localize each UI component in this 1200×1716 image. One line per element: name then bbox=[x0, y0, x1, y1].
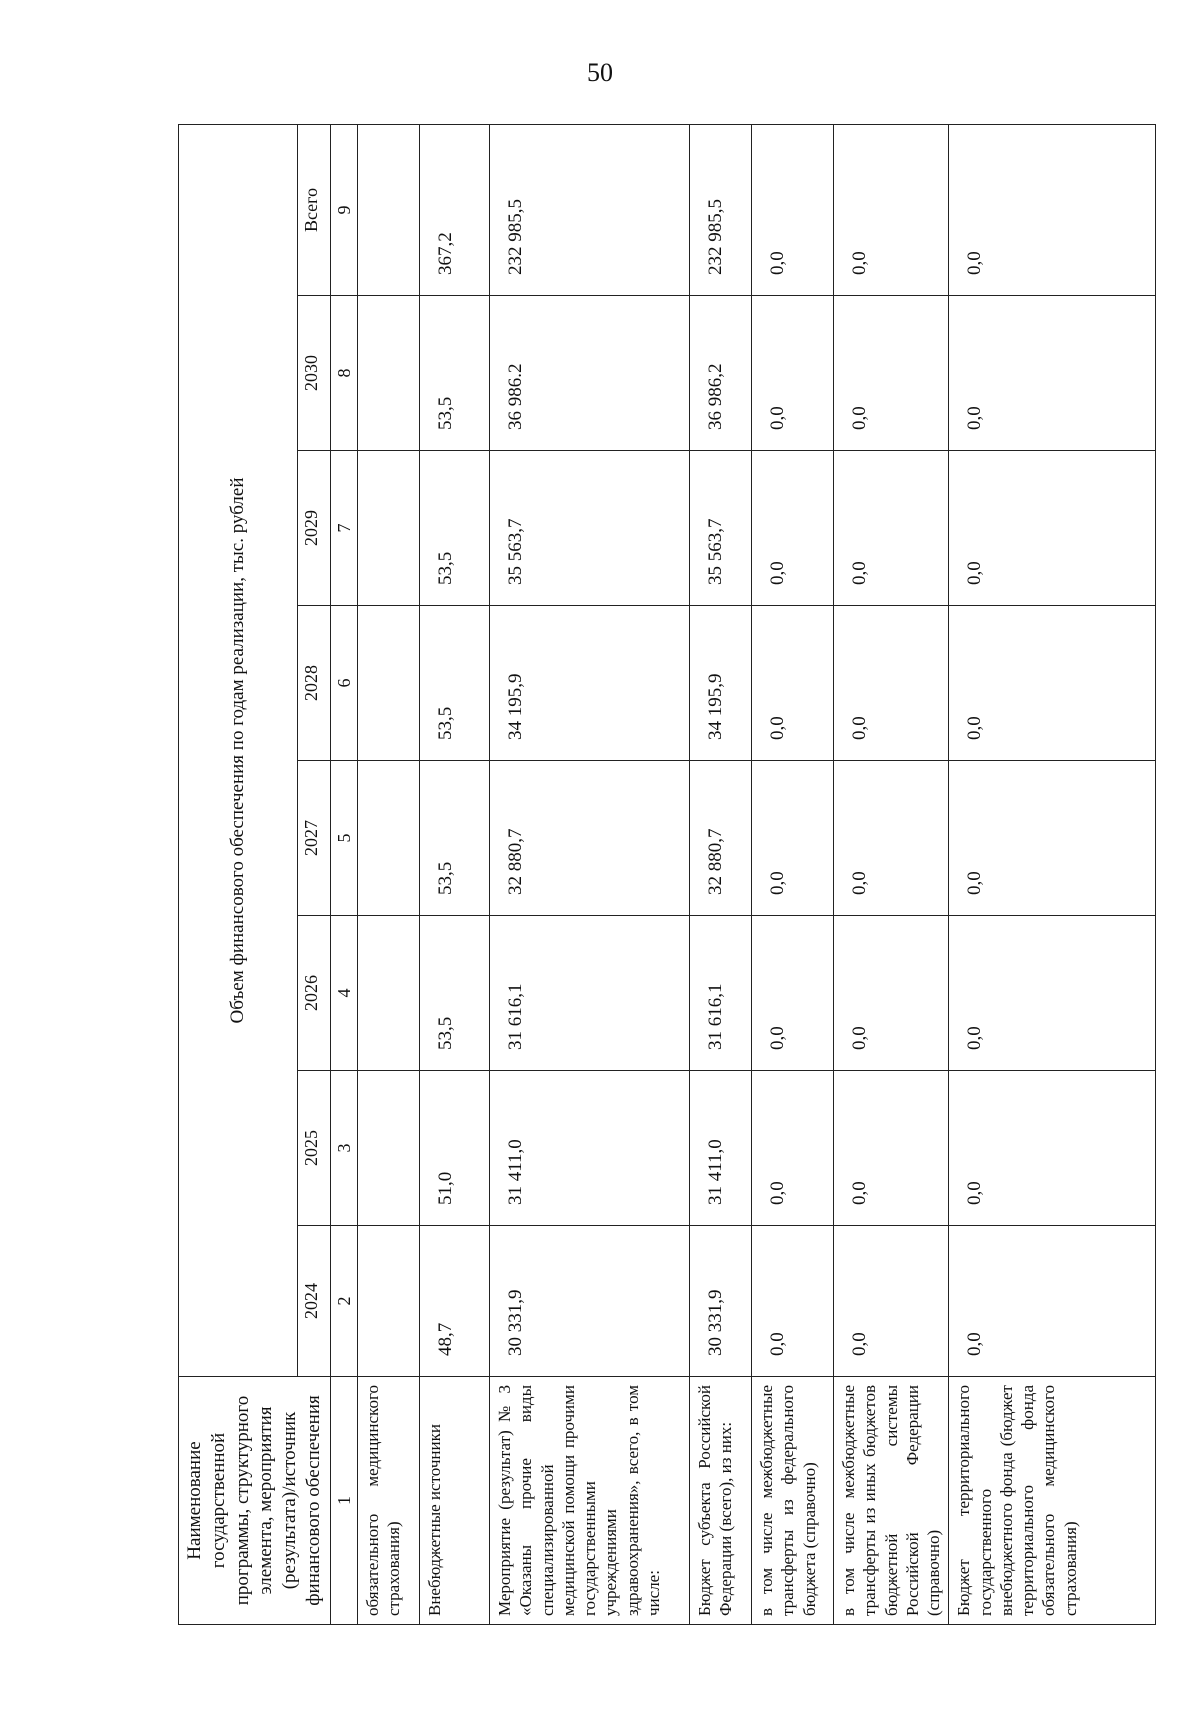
value-cell: 53,5 bbox=[420, 916, 490, 1071]
value-cell bbox=[358, 1226, 420, 1377]
table-row bbox=[420, 124, 490, 1624]
value-cell: 36 986,2 bbox=[690, 296, 752, 451]
value-cell: 0,0 bbox=[949, 1226, 1156, 1377]
value-cell: 0,0 bbox=[949, 124, 1156, 295]
value-cell: 31 411,0 bbox=[690, 1071, 752, 1226]
value-cell bbox=[358, 606, 420, 761]
value-cell: 34 195,9 bbox=[490, 606, 690, 761]
row-name: Мероприятие (результат) № 3 «Оказаны прочие виды специализированной медицинской помощи прочими государственными учреждениями здравоохранения», всего, в том числе: bbox=[490, 1377, 690, 1625]
value-cell: 0,0 bbox=[949, 1071, 1156, 1226]
value-cell: 0,0 bbox=[834, 124, 949, 295]
value-cell: 0,0 bbox=[752, 916, 834, 1071]
column-number-row bbox=[330, 124, 358, 1624]
value-cell: 232 985,5 bbox=[690, 124, 752, 295]
table-row bbox=[490, 124, 690, 1624]
year-header: 2029 bbox=[297, 451, 330, 606]
table-row bbox=[358, 124, 420, 1624]
value-cell: 0,0 bbox=[949, 606, 1156, 761]
value-cell: 0,0 bbox=[834, 916, 949, 1071]
table-row bbox=[834, 124, 949, 1624]
table-row bbox=[690, 124, 752, 1624]
row-name: Внебюджетные источники bbox=[420, 1377, 490, 1625]
table-row bbox=[752, 124, 834, 1624]
value-cell: 0,0 bbox=[752, 1071, 834, 1226]
value-cell: 0,0 bbox=[752, 761, 834, 916]
value-cell bbox=[358, 916, 420, 1071]
value-cell bbox=[358, 124, 420, 295]
row-name: Бюджет субъекта Российской Федерации (всего), из них: bbox=[690, 1377, 752, 1625]
header-name-cell: Наименование государственной программы, структурного элемента, мероприятия (результата)/источник финансового обеспечения bbox=[179, 1377, 331, 1625]
value-cell: 0,0 bbox=[834, 1071, 949, 1226]
row-name: Бюджет территориального государственного внебюджетного фонда (бюджет территориального фонда обязательного медицинского страхования) bbox=[949, 1377, 1156, 1625]
value-cell: 53,5 bbox=[420, 761, 490, 916]
financing-table bbox=[178, 124, 1156, 1625]
year-header: 2030 bbox=[297, 296, 330, 451]
value-cell: 0,0 bbox=[949, 451, 1156, 606]
value-cell: 53,5 bbox=[420, 296, 490, 451]
value-cell: 0,0 bbox=[752, 296, 834, 451]
year-header: 2027 bbox=[297, 761, 330, 916]
value-cell: 34 195,9 bbox=[690, 606, 752, 761]
value-cell: 30 331,9 bbox=[690, 1226, 752, 1377]
column-number: 3 bbox=[330, 1071, 358, 1226]
row-name: обязательного медицинского страхования) bbox=[358, 1377, 420, 1625]
value-cell: 0,0 bbox=[752, 606, 834, 761]
value-cell bbox=[358, 761, 420, 916]
column-number: 4 bbox=[330, 916, 358, 1071]
column-number: 2 bbox=[330, 1226, 358, 1377]
value-cell: 0,0 bbox=[834, 296, 949, 451]
column-number: 9 bbox=[330, 124, 358, 295]
row-name: в том числе межбюджетные трансферты из иных бюджетов бюджетной системы Российской Федерации (справочно) bbox=[834, 1377, 949, 1625]
value-cell: 32 880,7 bbox=[690, 761, 752, 916]
value-cell: 0,0 bbox=[949, 296, 1156, 451]
value-cell: 35 563,7 bbox=[490, 451, 690, 606]
column-number: 5 bbox=[330, 761, 358, 916]
rotated-table-wrapper bbox=[178, 125, 1113, 1625]
year-header: 2024 bbox=[297, 1226, 330, 1377]
value-cell: 232 985,5 bbox=[490, 124, 690, 295]
value-cell: 0,0 bbox=[834, 451, 949, 606]
value-cell bbox=[358, 451, 420, 606]
column-number: 1 bbox=[330, 1377, 358, 1625]
value-cell: 0,0 bbox=[949, 761, 1156, 916]
column-number: 7 bbox=[330, 451, 358, 606]
column-number: 6 bbox=[330, 606, 358, 761]
value-cell: 0,0 bbox=[834, 761, 949, 916]
page-number: 50 bbox=[587, 58, 613, 87]
value-cell: 53,5 bbox=[420, 606, 490, 761]
row-name: в том числе межбюджетные трансферты из федерального бюджета (справочно) bbox=[752, 1377, 834, 1625]
value-cell: 31 616,1 bbox=[690, 916, 752, 1071]
column-number: 8 bbox=[330, 296, 358, 451]
value-cell: 367,2 bbox=[420, 124, 490, 295]
value-cell bbox=[358, 296, 420, 451]
value-cell: 32 880,7 bbox=[490, 761, 690, 916]
value-cell: 0,0 bbox=[834, 606, 949, 761]
total-header: Всего bbox=[297, 124, 330, 295]
value-cell bbox=[358, 1071, 420, 1226]
value-cell: 53,5 bbox=[420, 451, 490, 606]
value-cell: 36 986.2 bbox=[490, 296, 690, 451]
year-header: 2026 bbox=[297, 916, 330, 1071]
value-cell: 0,0 bbox=[949, 916, 1156, 1071]
value-cell: 31 616,1 bbox=[490, 916, 690, 1071]
value-cell: 30 331,9 bbox=[490, 1226, 690, 1377]
value-cell: 0,0 bbox=[834, 1226, 949, 1377]
value-cell: 0,0 bbox=[752, 1226, 834, 1377]
value-cell: 0,0 bbox=[752, 451, 834, 606]
value-cell: 35 563,7 bbox=[690, 451, 752, 606]
year-header: 2025 bbox=[297, 1071, 330, 1226]
table-row bbox=[949, 124, 1156, 1624]
value-cell: 48,7 bbox=[420, 1226, 490, 1377]
header-volume-cell: Объем финансового обеспечения по годам реализации, тыс. рублей bbox=[179, 124, 298, 1376]
year-header: 2028 bbox=[297, 606, 330, 761]
value-cell: 51,0 bbox=[420, 1071, 490, 1226]
value-cell: 31 411,0 bbox=[490, 1071, 690, 1226]
value-cell: 0,0 bbox=[752, 124, 834, 295]
